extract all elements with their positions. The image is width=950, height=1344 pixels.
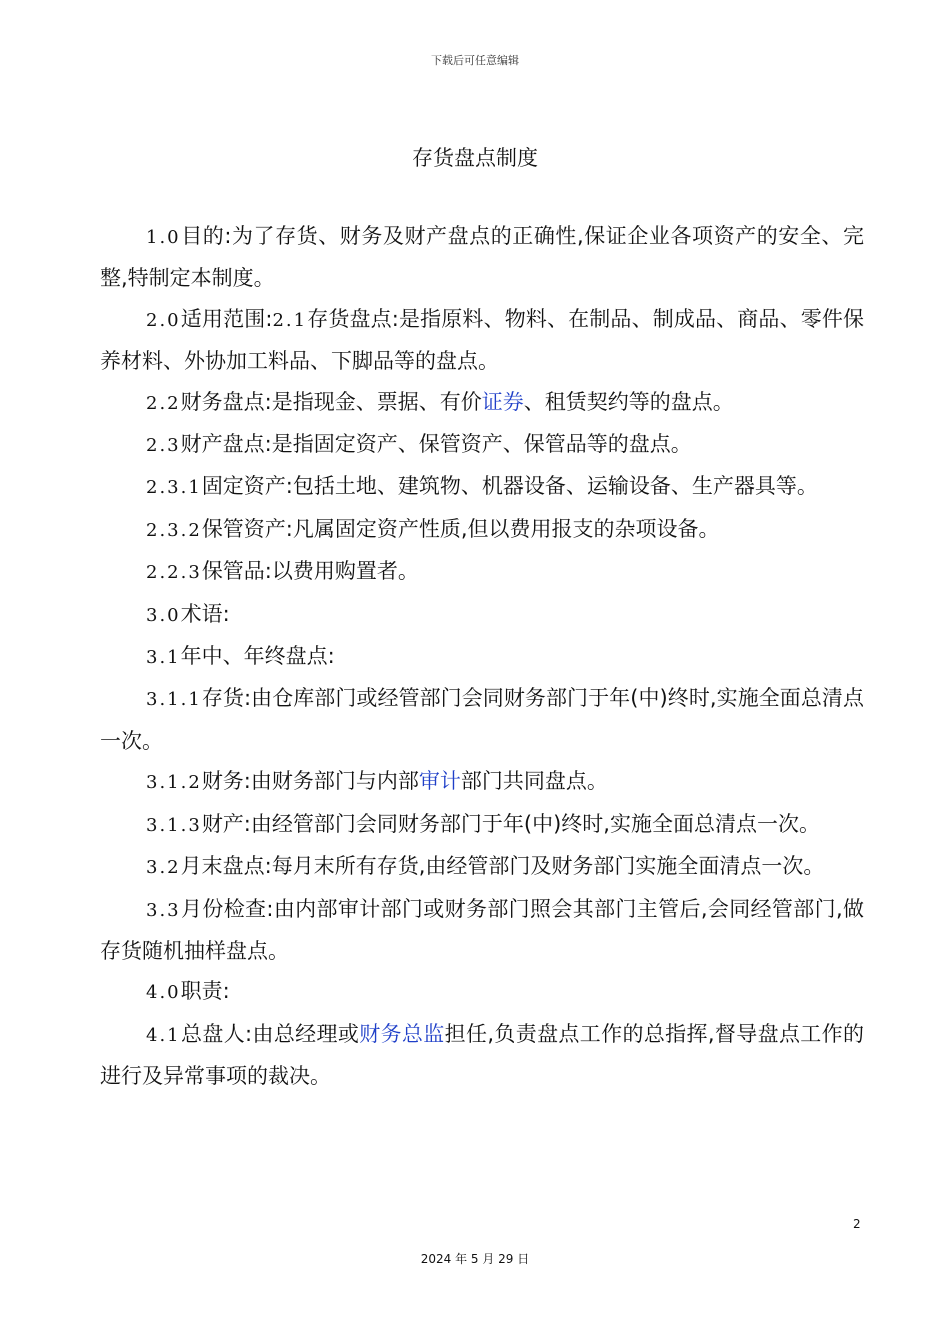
- paragraph: [100, 636, 864, 678]
- clause-number: 3.1.2: [146, 772, 202, 794]
- paragraph: [100, 846, 864, 888]
- clause-number: 4.1: [146, 1024, 181, 1046]
- paragraph: [100, 382, 864, 424]
- paragraph-text: 保管品:以费用购置者。: [201, 559, 419, 584]
- paragraph-text: 适用范围:: [180, 306, 273, 331]
- clause-number: 2.3: [146, 435, 181, 457]
- paragraph-text: 目的:为了存货、财务及财产盘点的正确性,保证企业各项资产的安全、完整,特制定本制度。: [100, 224, 864, 291]
- paragraph: [100, 594, 864, 636]
- paragraph-text: 术语:: [180, 601, 230, 626]
- paragraph: [100, 299, 864, 382]
- paragraph-text: 年中、年终盘点:: [180, 644, 335, 669]
- paragraph-text: 财务盘点:是指现金、票据、有价: [180, 389, 482, 414]
- clause-number: 4.0: [146, 982, 181, 1004]
- clause-number: 1.0: [146, 227, 181, 248]
- paragraph: [100, 509, 864, 551]
- paragraph: [100, 424, 864, 466]
- clause-number: 3.2: [146, 857, 181, 879]
- paragraph-text: 职责:: [180, 979, 230, 1004]
- paragraph-text: 固定资产:包括土地、建筑物、机器设备、运输设备、生产器具等。: [201, 474, 818, 499]
- paragraph-text: 部门共同盘点。: [460, 769, 608, 794]
- clause-number: 2.3.2: [146, 519, 202, 541]
- header-note: 下载后可任意编辑: [431, 54, 519, 67]
- term-link[interactable]: 审计: [418, 769, 461, 794]
- clause-number: 2.0: [146, 309, 181, 331]
- paragraph: [100, 971, 864, 1013]
- paragraph-text: 月末盘点:每月末所有存货,由经管部门及财务部门实施全面清点一次。: [180, 854, 825, 879]
- paragraph-text: 财务:由财务部门与内部: [201, 769, 419, 794]
- clause-number: 3.1.1: [146, 689, 202, 711]
- paragraph-text: 总盘人:由总经理或: [180, 1021, 360, 1046]
- paragraph: [100, 804, 864, 846]
- paragraph-text: 存货:由仓库部门或经管部门会同财务部门于年(中)终时,实施全面总清点一次。: [100, 686, 864, 753]
- clause-number: 3.0: [146, 604, 181, 626]
- clause-number: 2.2.3: [146, 562, 202, 584]
- paragraph-text: 存货盘点:是指原料、物料、在制品、制成品、商品、零件保养材料、外协加工料品、下脚品等的盘点。: [100, 306, 865, 374]
- paragraph: [100, 466, 864, 508]
- paragraph: [100, 216, 864, 299]
- clause-number: 2.3.1: [146, 477, 202, 499]
- clause-number: 2.1: [272, 309, 308, 331]
- clause-number: 3.1.3: [146, 814, 202, 836]
- paragraph: [100, 551, 864, 593]
- clause-number: 3.1: [146, 647, 181, 669]
- paragraph-text: 、租赁契约等的盘点。: [523, 389, 734, 414]
- footer-date: 2024 年 5 月 29 日: [420, 1252, 530, 1266]
- document-body: [100, 216, 864, 1097]
- clause-number: 2.2: [146, 392, 181, 414]
- clause-number: 3.3: [146, 899, 181, 921]
- term-link[interactable]: 证券: [481, 389, 524, 414]
- paragraph: [100, 1014, 864, 1097]
- term-link[interactable]: 财务总监: [359, 1021, 445, 1046]
- paragraph: [100, 678, 864, 761]
- paragraph: [100, 761, 864, 803]
- paragraph: [100, 889, 864, 972]
- paragraph-text: 保管资产:凡属固定资产性质,但以费用报支的杂项设备。: [201, 516, 720, 541]
- paragraph-text: 担任,负责盘点工作的总指挥,督导盘点工作的进行及异常事项的裁决。: [100, 1021, 865, 1089]
- paragraph-text: 月份检查:由内部审计部门或财务部门照会其部门主管后,会同经管部门,做存货随机抽样盘点。: [100, 896, 864, 963]
- paragraph-text: 财产:由经管部门会同财务部门于年(中)终时,实施全面总清点一次。: [201, 811, 820, 836]
- paragraph-text: 财产盘点:是指固定资产、保管资产、保管品等的盘点。: [180, 432, 692, 457]
- document-title: 存货盘点制度: [412, 146, 538, 170]
- page-number: 2: [853, 1217, 861, 1231]
